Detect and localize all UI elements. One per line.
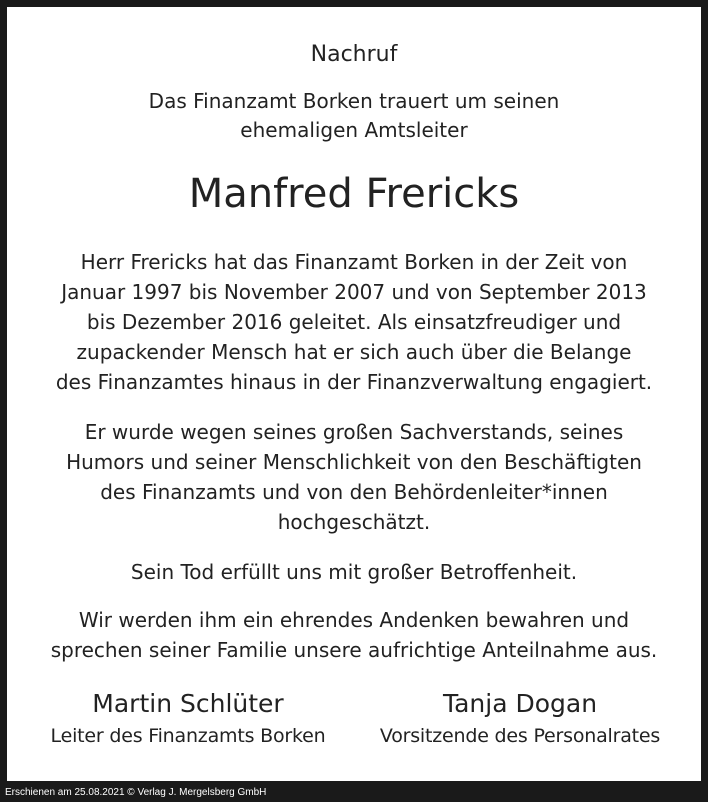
intro-text <box>7 87 701 145</box>
paragraph-line: Herr Frericks hat das Finanzamt Borken in der Zeit von <box>80 250 628 274</box>
paragraph-line: Wir werden ihm ein ehrendes Andenken bewahren und <box>78 608 630 632</box>
paragraph-career <box>7 247 701 397</box>
paragraph-line: des Finanzamts und von den Behördenleiter*innen <box>100 480 608 504</box>
paragraph-grief <box>7 557 701 587</box>
paragraph-line: sprechen seiner Familie unsere aufrichtige Anteilnahme aus. <box>50 638 658 662</box>
paragraph-condolences <box>7 605 701 665</box>
paragraph-line: Humors und seiner Menschlichkeit von den Beschäftigten <box>66 450 642 474</box>
signatory-left <box>27 687 349 751</box>
paragraph-line: zupackender Mensch hat er sich auch über die Belange <box>76 340 632 364</box>
obituary-card <box>7 7 701 781</box>
paragraph-line: hochgeschätzt. <box>277 510 431 534</box>
publication-footer: Erschienen am 25.08.2021 © Verlag J. Mergelsberg GmbH <box>5 787 267 798</box>
signatory-right <box>359 687 681 751</box>
intro-line: Das Finanzamt Borken trauert um seinen <box>148 89 560 113</box>
paragraph-line: Januar 1997 bis November 2007 und von September 2013 <box>61 280 647 304</box>
paragraph-line: Er wurde wegen seines großen Sachverstands, seines <box>84 420 624 444</box>
intro-line: ehemaligen Amtsleiter <box>240 118 468 142</box>
signatory-role: Leiter des Finanzamts Borken <box>50 725 326 747</box>
paragraph-appreciation <box>7 417 701 537</box>
deceased-name: Manfred Frericks <box>188 171 520 217</box>
signatory-name: Tanja Dogan <box>442 689 598 718</box>
notice-heading: Nachruf <box>310 42 398 67</box>
paragraph-line: bis Dezember 2016 geleitet. Als einsatzfreudiger und <box>86 310 622 334</box>
signatory-name: Martin Schlüter <box>92 689 284 718</box>
paragraph-line: Sein Tod erfüllt uns mit großer Betroffenheit. <box>130 560 578 584</box>
signatory-role: Vorsitzende des Personalrates <box>379 725 661 747</box>
paragraph-line: des Finanzamtes hinaus in der Finanzverwaltung engagiert. <box>55 370 653 394</box>
